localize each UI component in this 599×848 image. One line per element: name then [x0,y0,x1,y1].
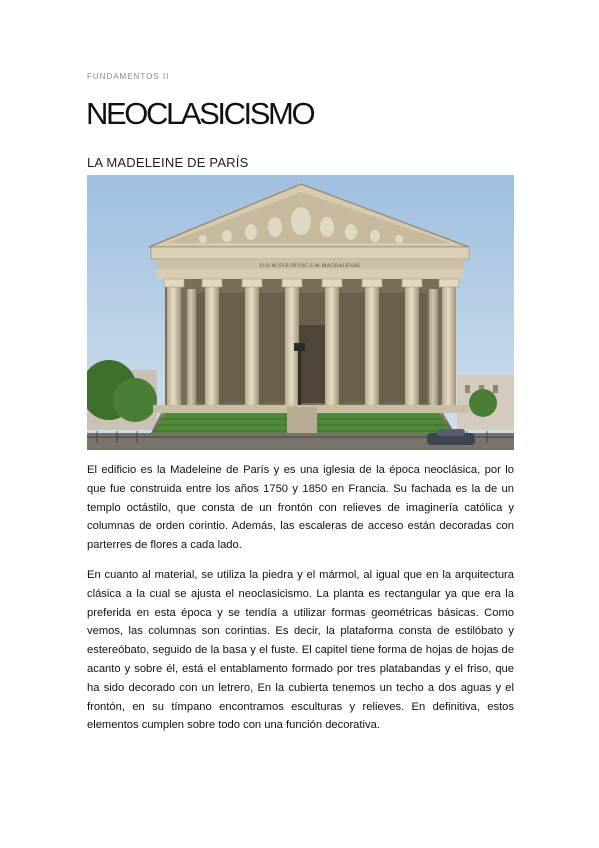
header-label: FUNDAMENTOS II [87,72,170,81]
section-subtitle: LA MADELEINE DE PARÍS [87,155,249,170]
paragraph-1: El edificio es la Madeleine de París y es una iglesia de la época neoclásica, por lo que fue construida entre los años 1750 y 1850 en Francia. Su fachada es la de un templo octástilo, que consta de un frontón con relieves de imaginería católica y columnas de orden corintio. Además, las escaleras de acceso están decoradas con parterres de flores a cada lado. [87,464,514,552]
inscription-text: D·O·M·SVB·INVOC·S·M·MAGDALENAE [259,263,361,269]
madeleine-photo [87,175,514,450]
page-title: NEOCLASICISMO [86,96,314,131]
paragraph-2: En cuanto al material, se utiliza la piedra y el mármol, al igual que en la arquitectura clásica a la cual se ajusta el neoclasicismo. La planta es rectangular ya que era la preferida en esta época y se tendía a utilizar formas geométricas básicas. Como vemos, las columnas son corintias. Es decir, la plataforma consta de estilóbato y estereóbato, seguido de la basa y el fuste. El capitel tiene forma de hojas de hojas de acanto y sobre él, está el entablamento formado por tres platabandas y el friso, que ha sido decorado con un letrero, En la cubierta tenemos un techo a dos aguas y el frontón, en su tímpano encontramos esculturas y relieves. En definitiva, estos elementos cumplen sobre todo con una función decorativa. [87,569,514,732]
